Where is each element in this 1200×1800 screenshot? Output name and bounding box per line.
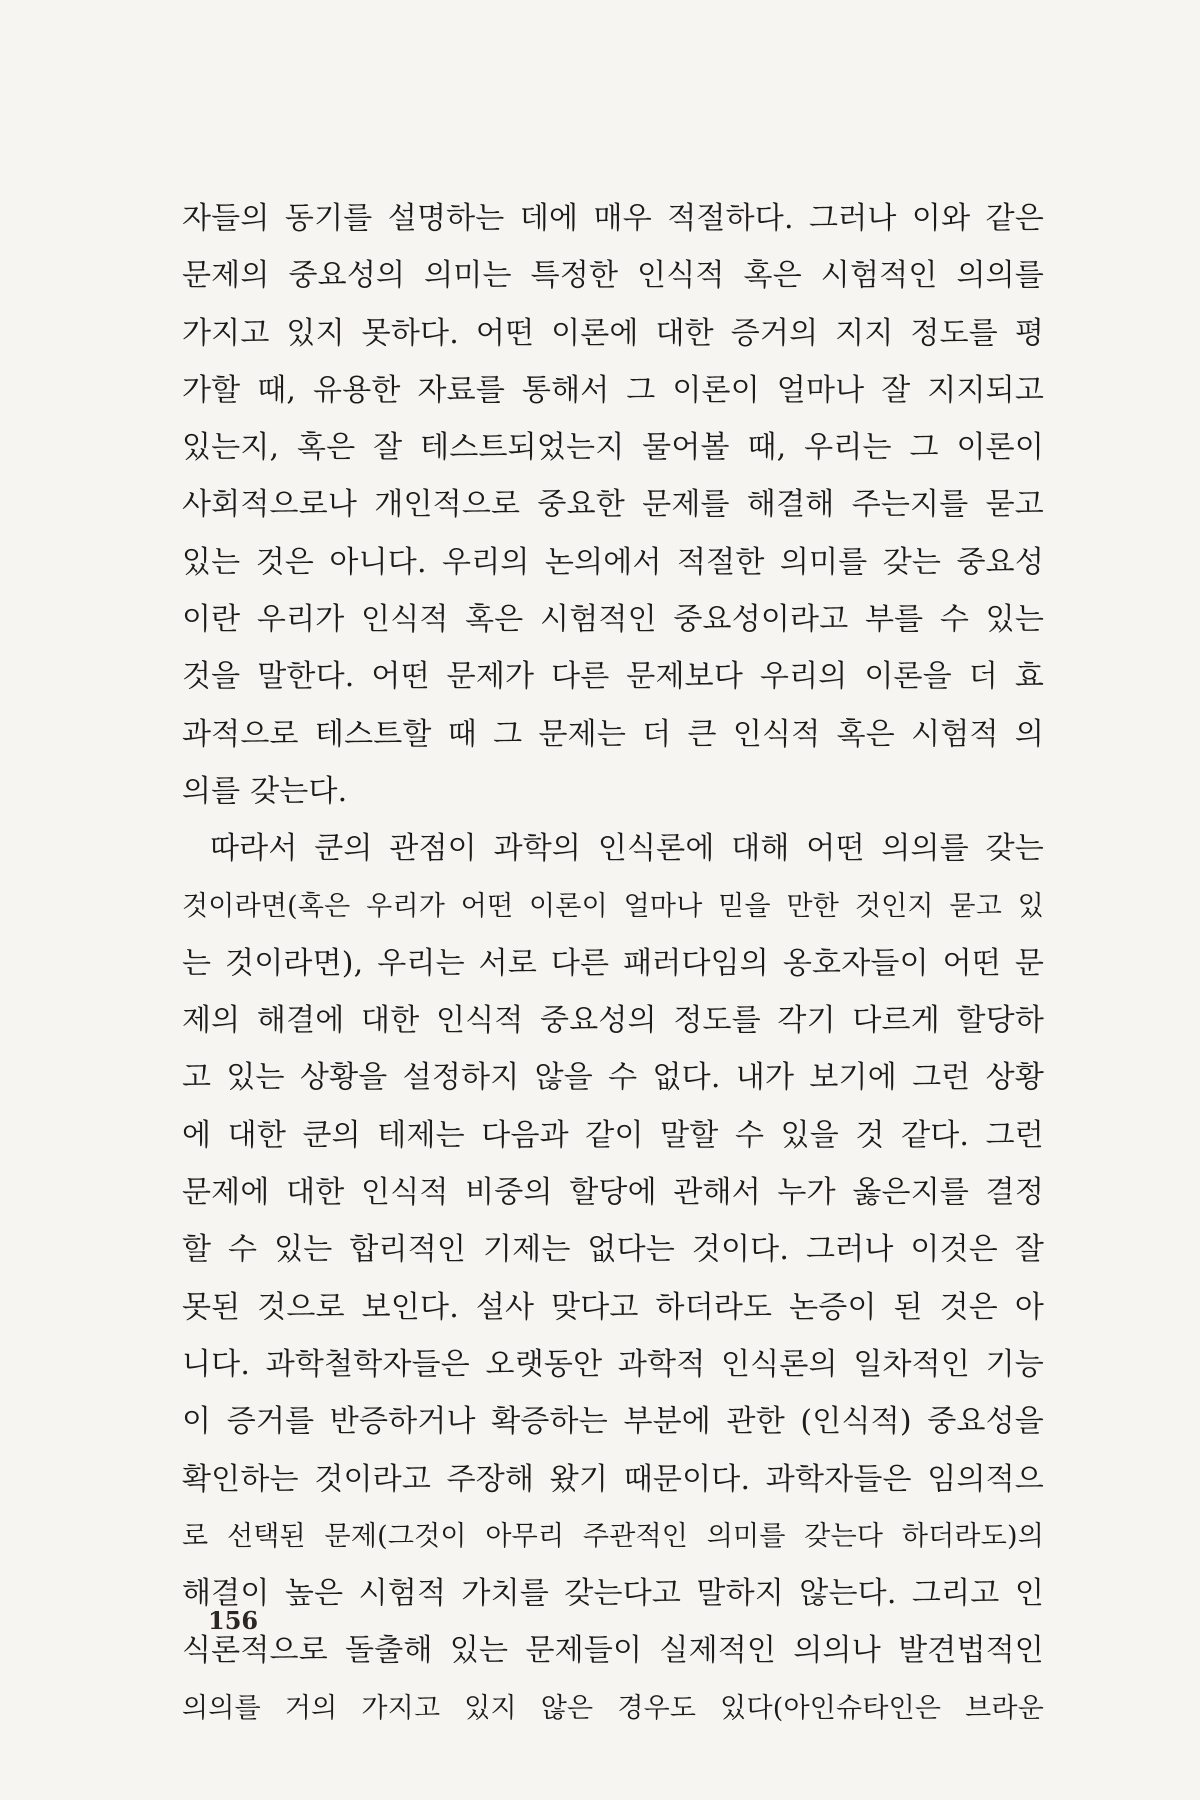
text-line-paragraph-start: 따라서 쿤의 관점이 과학의 인식론에 대해 어떤 의의를 갖는	[210, 831, 1044, 867]
text-line: 것을 말한다. 어떤 문제가 다른 문제보다 우리의 이론을 더 효	[182, 659, 1044, 695]
text-line: 니다. 과학철학자들은 오랫동안 과학적 인식론의 일차적인 기능	[182, 1346, 1044, 1382]
text-line: 식론적으로 돌출해 있는 문제들이 실제적인 의의나 발견법적인	[182, 1633, 1044, 1669]
text-line: 것이라면(혹은 우리가 어떤 이론이 얼마나 믿을 만한 것인지 묻고 있	[182, 890, 1044, 922]
page-number: 156	[208, 1606, 259, 1635]
text-line: 에 대한 쿤의 테제는 다음과 같이 말할 수 있을 것 같다. 그런	[182, 1117, 1044, 1153]
text-line: 못된 것으로 보인다. 설사 맞다고 하더라도 논증이 된 것은 아	[182, 1289, 1044, 1325]
text-line: 이 증거를 반증하거나 확증하는 부분에 관한 (인식적) 중요성을	[182, 1404, 1044, 1440]
text-line: 제의 해결에 대한 인식적 중요성의 정도를 각기 다르게 할당하	[182, 1003, 1044, 1039]
text-line: 해결이 높은 시험적 가치를 갖는다고 말하지 않는다. 그리고 인	[182, 1576, 1044, 1612]
text-line: 문제의 중요성의 의미는 특정한 인식적 혹은 시험적인 의의를	[182, 258, 1044, 294]
text-line: 자들의 동기를 설명하는 데에 매우 적절하다. 그러나 이와 같은	[182, 201, 1044, 236]
text-line: 가지고 있지 못하다. 어떤 이론에 대한 증거의 지지 정도를 평	[182, 315, 1044, 351]
text-line: 로 선택된 문제(그것이 아무리 주관적인 의미를 갖는다 하더라도)의	[182, 1520, 1044, 1552]
text-line: 고 있는 상황을 설정하지 않을 수 없다. 내가 보기에 그런 상황	[182, 1060, 1044, 1096]
text-line: 의의를 거의 가지고 있지 않은 경우도 있다(아인슈타인은 브라운	[182, 1692, 1044, 1724]
text-line: 있는 것은 아니다. 우리의 논의에서 적절한 의미를 갖는 중요성	[182, 544, 1044, 580]
text-line: 는 것이라면), 우리는 서로 다른 패러다임의 옹호자들이 어떤 문	[182, 945, 1044, 981]
text-line: 이란 우리가 인식적 혹은 시험적인 중요성이라고 부를 수 있는	[182, 602, 1044, 638]
text-line: 과적으로 테스트할 때 그 문제는 더 큰 인식적 혹은 시험적 의	[182, 716, 1044, 752]
body-text	[182, 190, 1044, 1737]
text-line: 사회적으로나 개인적으로 중요한 문제를 해결해 주는지를 묻고	[182, 487, 1044, 523]
text-line: 할 수 있는 합리적인 기제는 없다는 것이다. 그러나 이것은 잘	[182, 1232, 1044, 1268]
text-line: 있는지, 혹은 잘 테스트되었는지 물어볼 때, 우리는 그 이론이	[182, 430, 1044, 466]
text-line: 문제에 대한 인식적 비중의 할당에 관해서 누가 옳은지를 결정	[182, 1175, 1044, 1211]
text-line: 가할 때, 유용한 자료를 통해서 그 이론이 얼마나 잘 지지되고	[182, 372, 1044, 408]
text-line: 확인하는 것이라고 주장해 왔기 때문이다. 과학자들은 임의적으	[182, 1461, 1044, 1497]
text-line: 의를 갖는다.	[182, 773, 348, 809]
